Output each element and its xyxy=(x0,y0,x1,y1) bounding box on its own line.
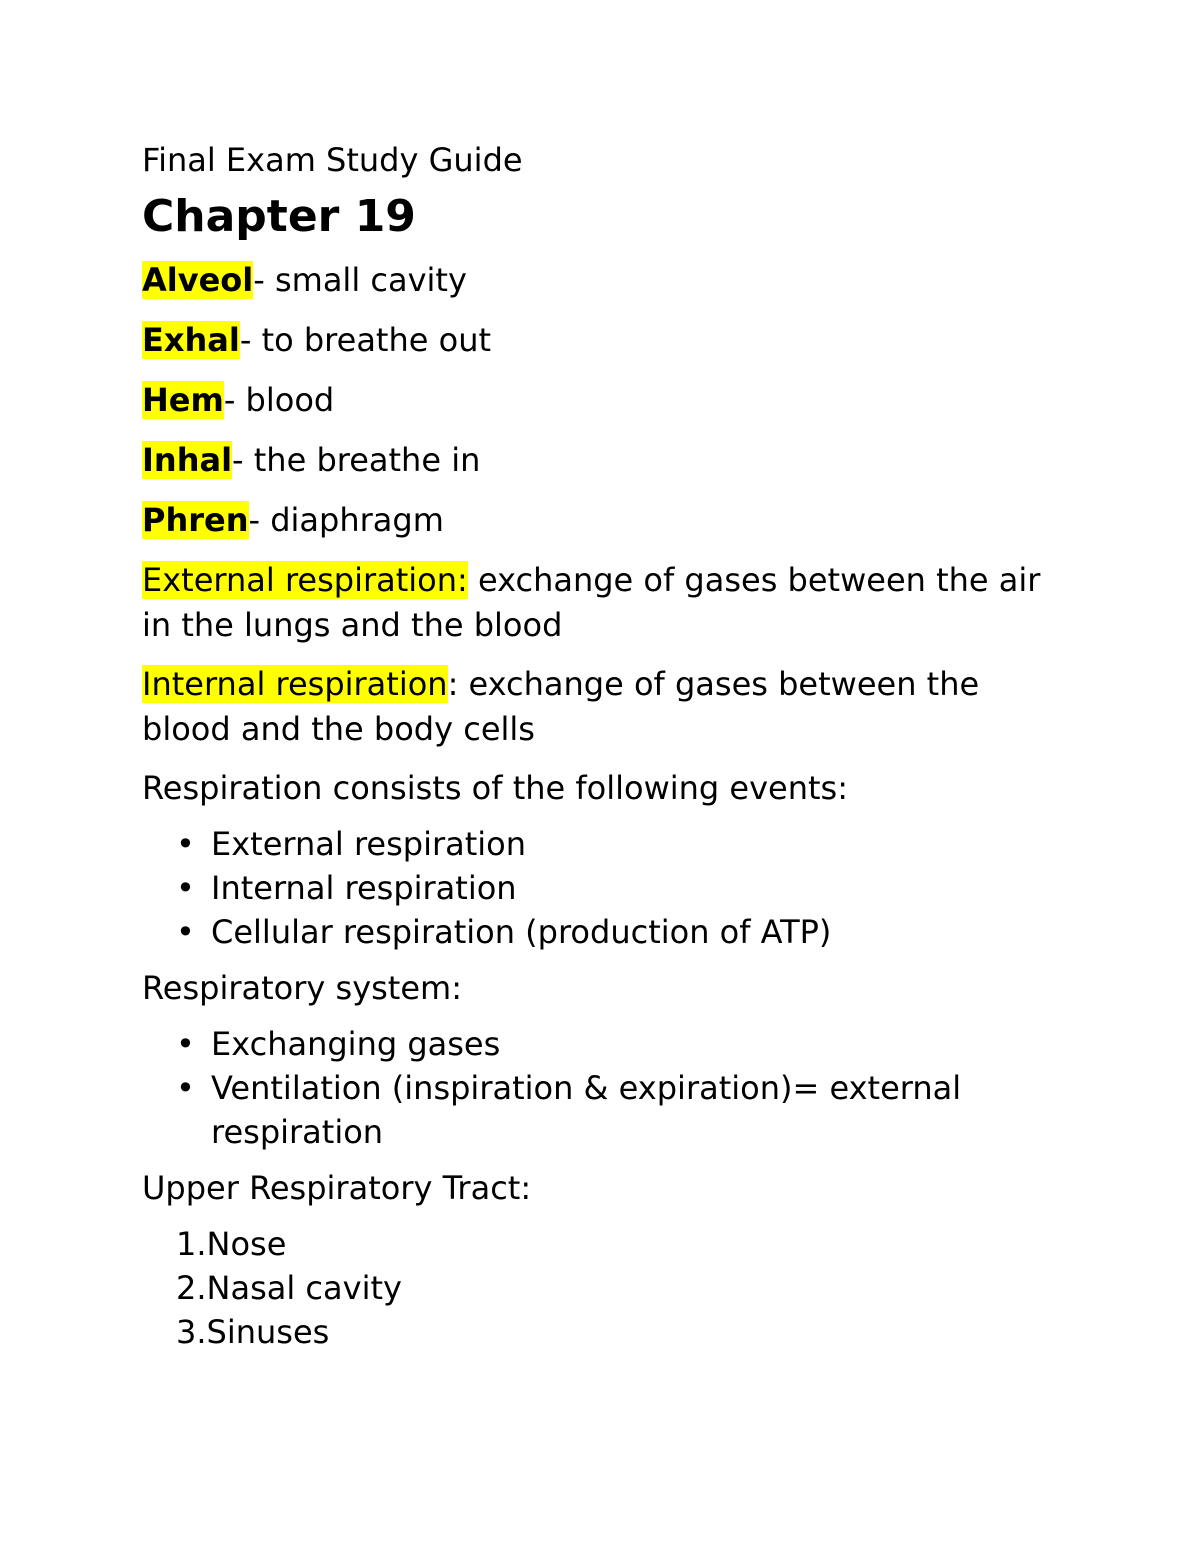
numbered-item xyxy=(142,1266,1062,1310)
upper-tract-heading: Upper Respiratory Tract: xyxy=(142,1169,532,1207)
definition-term: Internal respiration xyxy=(142,665,448,703)
list-item-text: Internal respiration xyxy=(211,869,517,907)
respiratory-system-list xyxy=(142,1022,1062,1154)
term-key: Phren xyxy=(142,501,249,539)
chapter-heading: Chapter 19 xyxy=(142,191,416,242)
term-key: Inhal xyxy=(142,441,233,479)
list-item xyxy=(142,1066,1062,1154)
definition-text: exchange of gases between the air in the lungs and the blood xyxy=(142,561,1041,644)
list-item-text: Cellular respiration (production of ATP) xyxy=(211,913,832,951)
bullet-icon: • xyxy=(176,913,195,951)
bullet-icon: • xyxy=(176,825,195,863)
item-number: 1. xyxy=(176,1225,207,1263)
term-definition: - diaphragm xyxy=(248,501,444,539)
bullet-icon: • xyxy=(176,1069,195,1107)
definition-term: External respiration: xyxy=(142,561,468,599)
definition-internal-respiration xyxy=(142,662,1062,752)
term-key: Hem xyxy=(142,381,224,419)
list-item-text: Ventilation (inspiration & expiration)= external respiration xyxy=(211,1069,962,1151)
respiratory-system-heading: Respiratory system: xyxy=(142,969,462,1007)
list-item-text: External respiration xyxy=(211,825,527,863)
document-title: Final Exam Study Guide xyxy=(142,141,523,179)
definition-external-respiration xyxy=(142,558,1062,648)
numbered-item xyxy=(142,1310,1062,1354)
bullet-icon: • xyxy=(176,869,195,907)
term-definition: - to breathe out xyxy=(239,321,492,359)
term-key: Alveol xyxy=(142,261,254,299)
term-definition: - small cavity xyxy=(253,261,467,299)
document-body xyxy=(142,138,1062,1354)
respiration-events-heading: Respiration consists of the following events: xyxy=(142,769,848,807)
term-inhal xyxy=(142,438,1062,482)
item-number: 2. xyxy=(176,1269,207,1307)
list-item-text: Exchanging gases xyxy=(211,1025,501,1063)
item-text: Nose xyxy=(206,1225,287,1263)
list-item xyxy=(142,1022,1062,1066)
respiration-events-list xyxy=(142,822,1062,954)
item-number: 3. xyxy=(176,1313,207,1351)
term-definition: - the breathe in xyxy=(232,441,481,479)
term-alveol xyxy=(142,258,1062,302)
term-definition: - blood xyxy=(223,381,335,419)
list-item xyxy=(142,866,1062,910)
numbered-item xyxy=(142,1222,1062,1266)
term-exhal xyxy=(142,318,1062,362)
term-phren xyxy=(142,498,1062,542)
bullet-icon: • xyxy=(176,1025,195,1063)
definition-text: : exchange of gases between the blood and the body cells xyxy=(142,665,980,748)
list-item xyxy=(142,910,1062,954)
item-text: Nasal cavity xyxy=(206,1269,402,1307)
term-hem xyxy=(142,378,1062,422)
list-item xyxy=(142,822,1062,866)
upper-tract-list xyxy=(142,1222,1062,1354)
term-key: Exhal xyxy=(142,321,240,359)
item-text: Sinuses xyxy=(206,1313,330,1351)
